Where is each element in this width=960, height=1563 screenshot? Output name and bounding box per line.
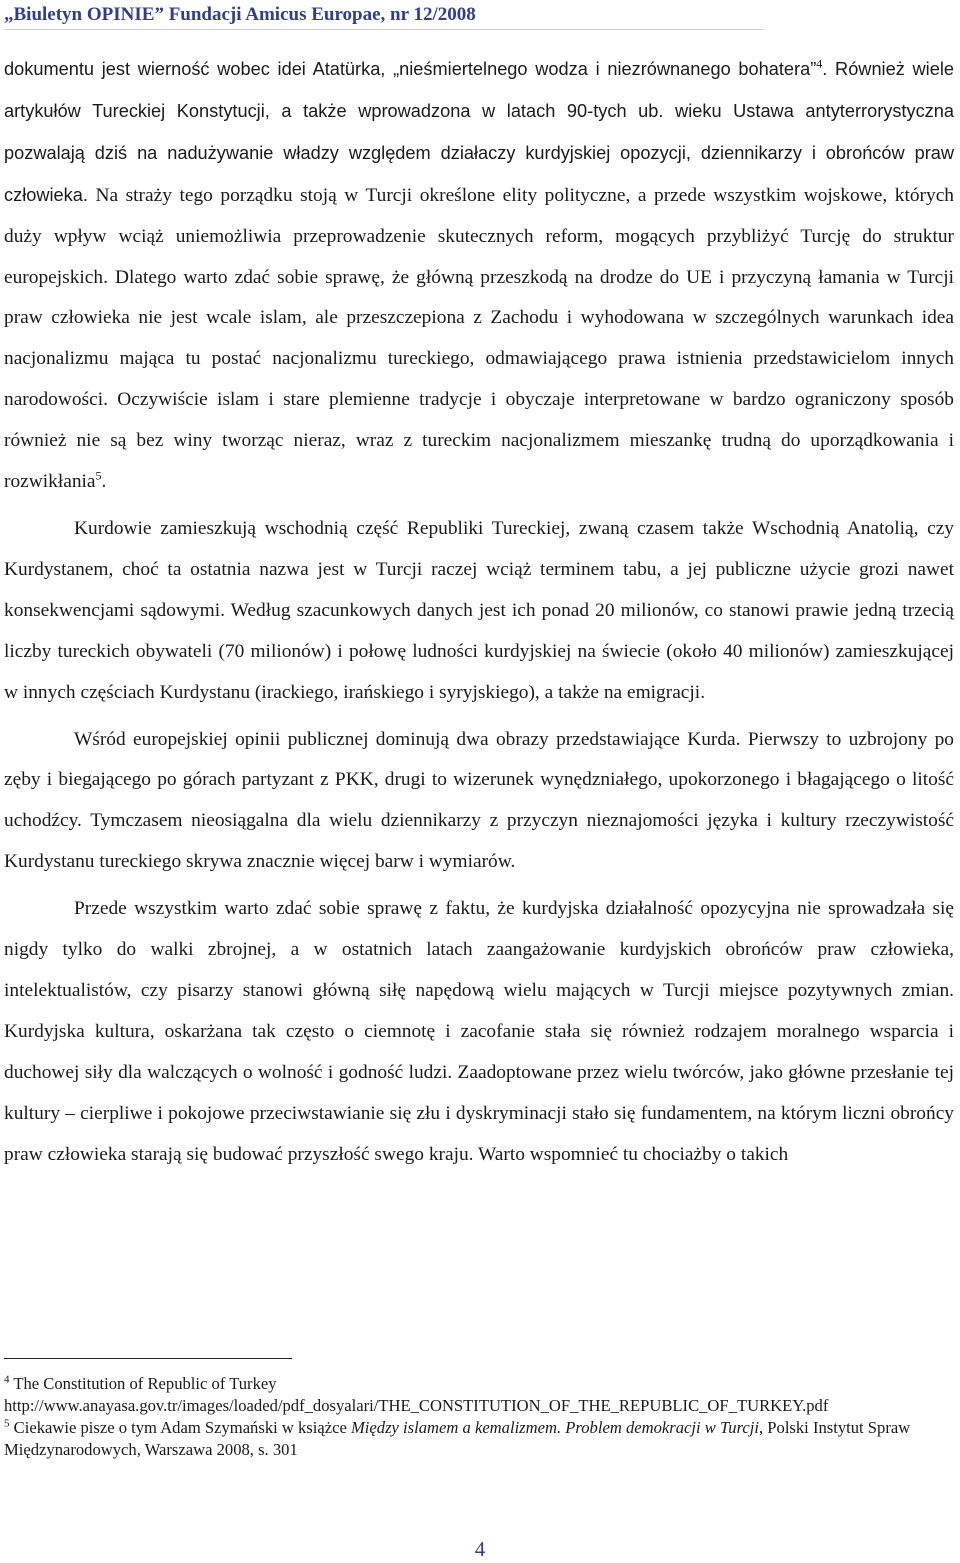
footnote-text-end: , Polski Instytut Spraw Międzynarodowych, Warszawa 2008, s. 301 <box>4 1418 911 1459</box>
footnote-number: 4 <box>4 1373 10 1386</box>
footnote-4 <box>4 1373 954 1417</box>
footnote-ref-4[interactable]: 4 <box>816 56 823 71</box>
paragraph-1 <box>4 49 954 503</box>
footnote-5 <box>4 1417 954 1461</box>
footnote-ref-5[interactable]: 5 <box>95 468 102 483</box>
footnotes-section <box>4 1373 954 1461</box>
paragraph-4: Przede wszystkim warto zdać sobie sprawę z faktu, że kurdyjska działalność opozycyjna nie sprowadzała się nigdy tylko do walki zbrojnej, a w ostatnich latach zaangażowanie kurdyjskich obrońców praw człowieka, intelektualistów, czy pisarzy stanowi główną siłę napędową wielu mających w Turcji miejsce pozytywnych zmian. Kurdyjska kultura, oskarżana tak często o ciemnotę i zacofanie stała się również rodzajem moralnego wsparcia i duchowej siły dla walczących o wolność i godność ludzi. Zaadoptowane przez wielu twórców, jako główne przesłanie tej kultury – cierpliwe i pokojowe przeciwstawianie się złu i dyskryminacji stało się fundamentem, na którym liczni obrońcy praw człowieka starają się budować przyszłość swego kraju. Warto wspomnieć tu chociażby o takich <box>4 898 954 1165</box>
footnote-link[interactable]: http://www.anayasa.gov.tr/images/loaded/pdf_dosyalari/THE_CONSTITUTION_OF_THE_REPUBLIC_OF_TURKEY.pdf <box>4 1396 829 1415</box>
footnote-number: 5 <box>4 1417 10 1430</box>
paragraph-1-part-3: Na straży tego porządku stoją w Turcji określone elity polityczne, a przede wszystkim wojskowe, których duży wpływ wciąż uniemożliwia przeprowadzenie skutecznych reform, mogących przybliżyć Turcję do struktur europejskich. Dlatego warto zdać sobie sprawę, że główną przeszkodą na drodze do UE i przyczyną łamania w Turcji praw człowieka nie jest wcale islam, ale przeszczepiona z Zachodu i wyhodowana w szczególnych warunkach idea nacjonalizmu mająca tu postać nacjonalizmu tureckiego, odmawiającego prawa istnienia przedstawicielom innych narodowości. Oczywiście islam i stare plemienne tradycje i obyczaje interpretowane w bardzo ograniczony sposób również nie są bez winy tworząc nieraz, wraz z tureckim nacjonalizmem mieszankę trudną do uporządkowania i rozwikłania <box>4 184 954 493</box>
footnote-text: Ciekawie pisze o tym Adam Szymański w książce <box>9 1418 351 1437</box>
footnote-divider <box>4 1358 292 1359</box>
paragraph-3: Wśród europejskiej opinii publicznej dominują dwa obrazy przedstawiające Kurda. Pierwszy to uzbrojony po zęby i biegającego po górach partyzant z PKK, drugi to wizerunek wynędzniałego, upokorzonego i błagającego o litość uchodźcy. Tymczasem nieosiągalna dla wielu dziennikarzy z przyczyn nieznajomości języka i kultury rzeczywistość Kurdystanu tureckiego skrywa znacznie więcej barw i wymiarów. <box>4 728 954 873</box>
book-title: Między islamem a kemalizmem. Problem demokracji w Turcji <box>350 1418 759 1437</box>
header-divider <box>4 29 764 30</box>
bulletin-title: „Biuletyn OPINIE” Fundacji Amicus Europae, nr 12/2008 <box>4 4 476 25</box>
paragraph-1-end: . <box>101 471 107 493</box>
paragraph-1-part-1: dokumentu jest wierność wobec idei Atatürka, „nieśmiertelnego wodza i niezrównanego bohatera” <box>4 59 817 79</box>
paragraph-2: Kurdowie zamieszkują wschodnią część Republiki Tureckiej, zwaną czasem także Wschodnią Anatolią, czy Kurdystanem, choć ta ostatnia nazwa jest w Turcji raczej wciąż terminem tabu, a jej publiczne użycie grozi nawet konsekwencjami sądowymi. Według szacunkowych danych jest ich ponad 20 milionów, co stanowi prawie jedną trzecią liczby tureckich obywateli (70 milionów) i połowę ludności kurdyjskiej na świecie (około 40 milionów) zamieszkującej w innych częściach Kurdystanu (irackiego, irańskiego i syryjskiego), a także na emigracji. <box>4 517 954 703</box>
page-number: 4 <box>474 1537 486 1561</box>
article-body <box>4 49 954 1175</box>
footnote-text: The Constitution of Republic of Turkey <box>9 1374 277 1393</box>
document-header <box>4 4 956 26</box>
paragraph-1-part-2: . Również wiele artykułów Tureckiej Konstytucji, a także wprowadzona w latach 90-tych ub. wieku Ustawa antyterrorystyczna pozwalają dziś na nadużywanie władzy względem działaczy kurdyjskiej opozycji, dziennikarzy i obrońców praw człowieka. <box>4 59 954 205</box>
